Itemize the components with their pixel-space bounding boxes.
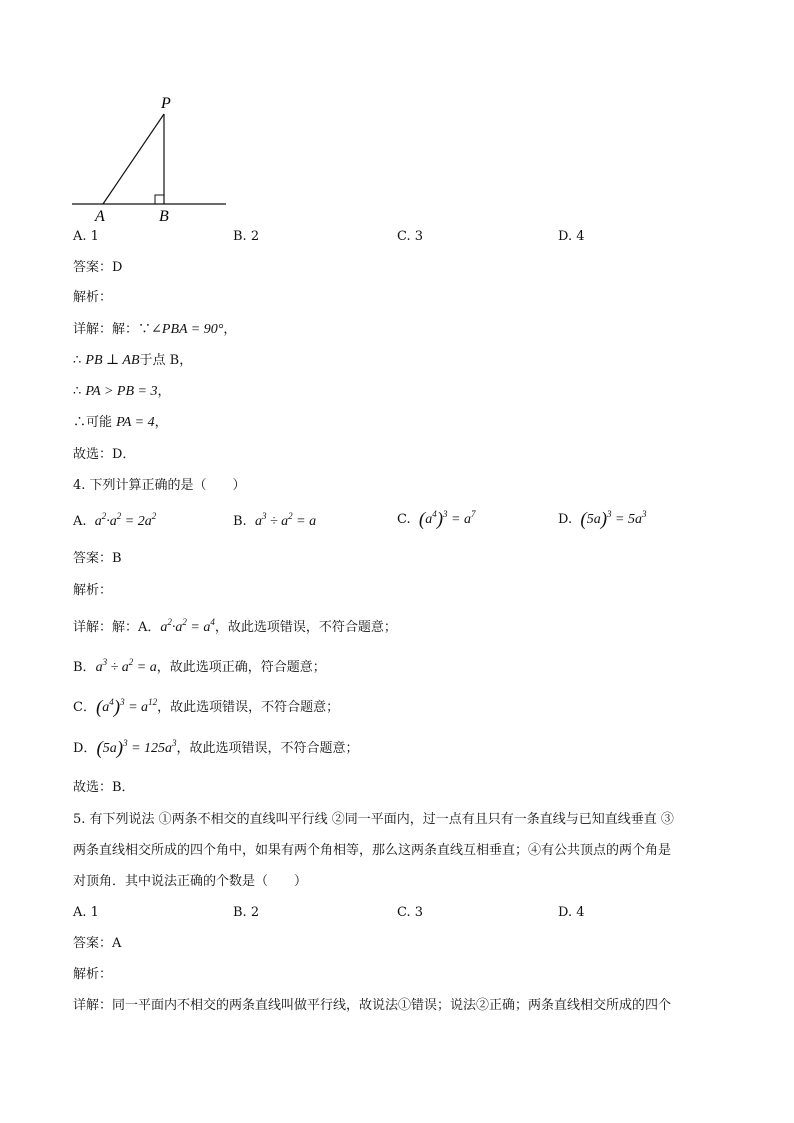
q4-option-a[interactable]: A. $a^2\cdot a^2 = 2a^2$ [73, 511, 157, 529]
right-angle-mark [155, 195, 164, 204]
q5-question-line-3: 对顶角．其中说法正确的个数是（ ） [73, 874, 308, 889]
q3-answer: 答案：D [73, 260, 123, 275]
q3-option-d[interactable]: D. 4 [558, 229, 585, 244]
label-b: B [159, 208, 169, 225]
q4-detail-a: 详解：解：A．$a^2\cdot a^2 = a^4$，故此选项错误，不符合题意； [73, 617, 397, 635]
q5-question-line-2: 两条直线相交所成的四个角中，如果有两个角相等，那么这两条直线互相垂直；④有公共顶点的两个角是 [73, 843, 672, 858]
label-p: P [161, 95, 171, 112]
segment-pa [103, 114, 164, 204]
q3-option-a[interactable]: A. 1 [73, 229, 99, 244]
q4-conclusion: 故选：B． [73, 780, 135, 795]
q3-detail: 详解：解：∵∠PBA = 90°， [73, 322, 237, 337]
q3-step-2: ∴ PA > PB = 3， [73, 384, 171, 399]
label-a: A [95, 208, 105, 225]
q3-option-b[interactable]: B. 2 [233, 229, 260, 244]
q5-analysis-label: 解析： [73, 967, 113, 982]
q5-answer: 答案：A [73, 936, 122, 951]
q3-step-1: ∴ PB ⊥ AB于点 B， [73, 353, 193, 368]
q5-option-d[interactable]: D. 4 [558, 905, 585, 920]
q5-question-line-1: 5. 有下列说法 ①两条不相交的直线叫平行线 ②同一平面内，过一点有且只有一条直线与已知直线垂直 ③ [73, 812, 674, 827]
q4-detail-d: D．$(5a)^3 = 125a^3$，故此选项错误，不符合题意； [73, 738, 359, 759]
q3-step-3: ∴可能 PA = 4， [73, 415, 168, 430]
q3-analysis-label: 解析： [73, 290, 113, 305]
q5-option-b[interactable]: B. 2 [233, 905, 260, 920]
q5-detail: 详解：同一平面内不相交的两条直线叫做平行线，故说法①错误；说法②正确；两条直线相交所成的四个 [73, 998, 672, 1013]
q4-detail-c: C．$(a^4)^3 = a^{12}$，故此选项错误，不符合题意； [73, 697, 340, 718]
q3-option-c[interactable]: C. 3 [397, 229, 424, 244]
q4-option-d[interactable]: D. $(5a)^3 = 5a^3$ [558, 509, 647, 530]
right-triangle-figure [60, 90, 240, 225]
q4-answer: 答案：B [73, 551, 122, 566]
q4-question: 4. 下列计算正确的是（ ） [73, 478, 246, 493]
q4-option-b[interactable]: B. $a^3 \div a^2 = a$ [233, 511, 317, 529]
q5-option-c[interactable]: C. 3 [397, 905, 424, 920]
q5-option-a[interactable]: A. 1 [73, 905, 99, 920]
q4-option-c[interactable]: C. $(a^4)^3 = a^7$ [397, 509, 476, 530]
q3-conclusion: 故选：D． [73, 447, 136, 462]
q4-analysis-label: 解析： [73, 583, 113, 598]
q4-detail-b: B．$a^3 \div a^2 = a$，故此选项正确，符合题意； [73, 657, 326, 675]
